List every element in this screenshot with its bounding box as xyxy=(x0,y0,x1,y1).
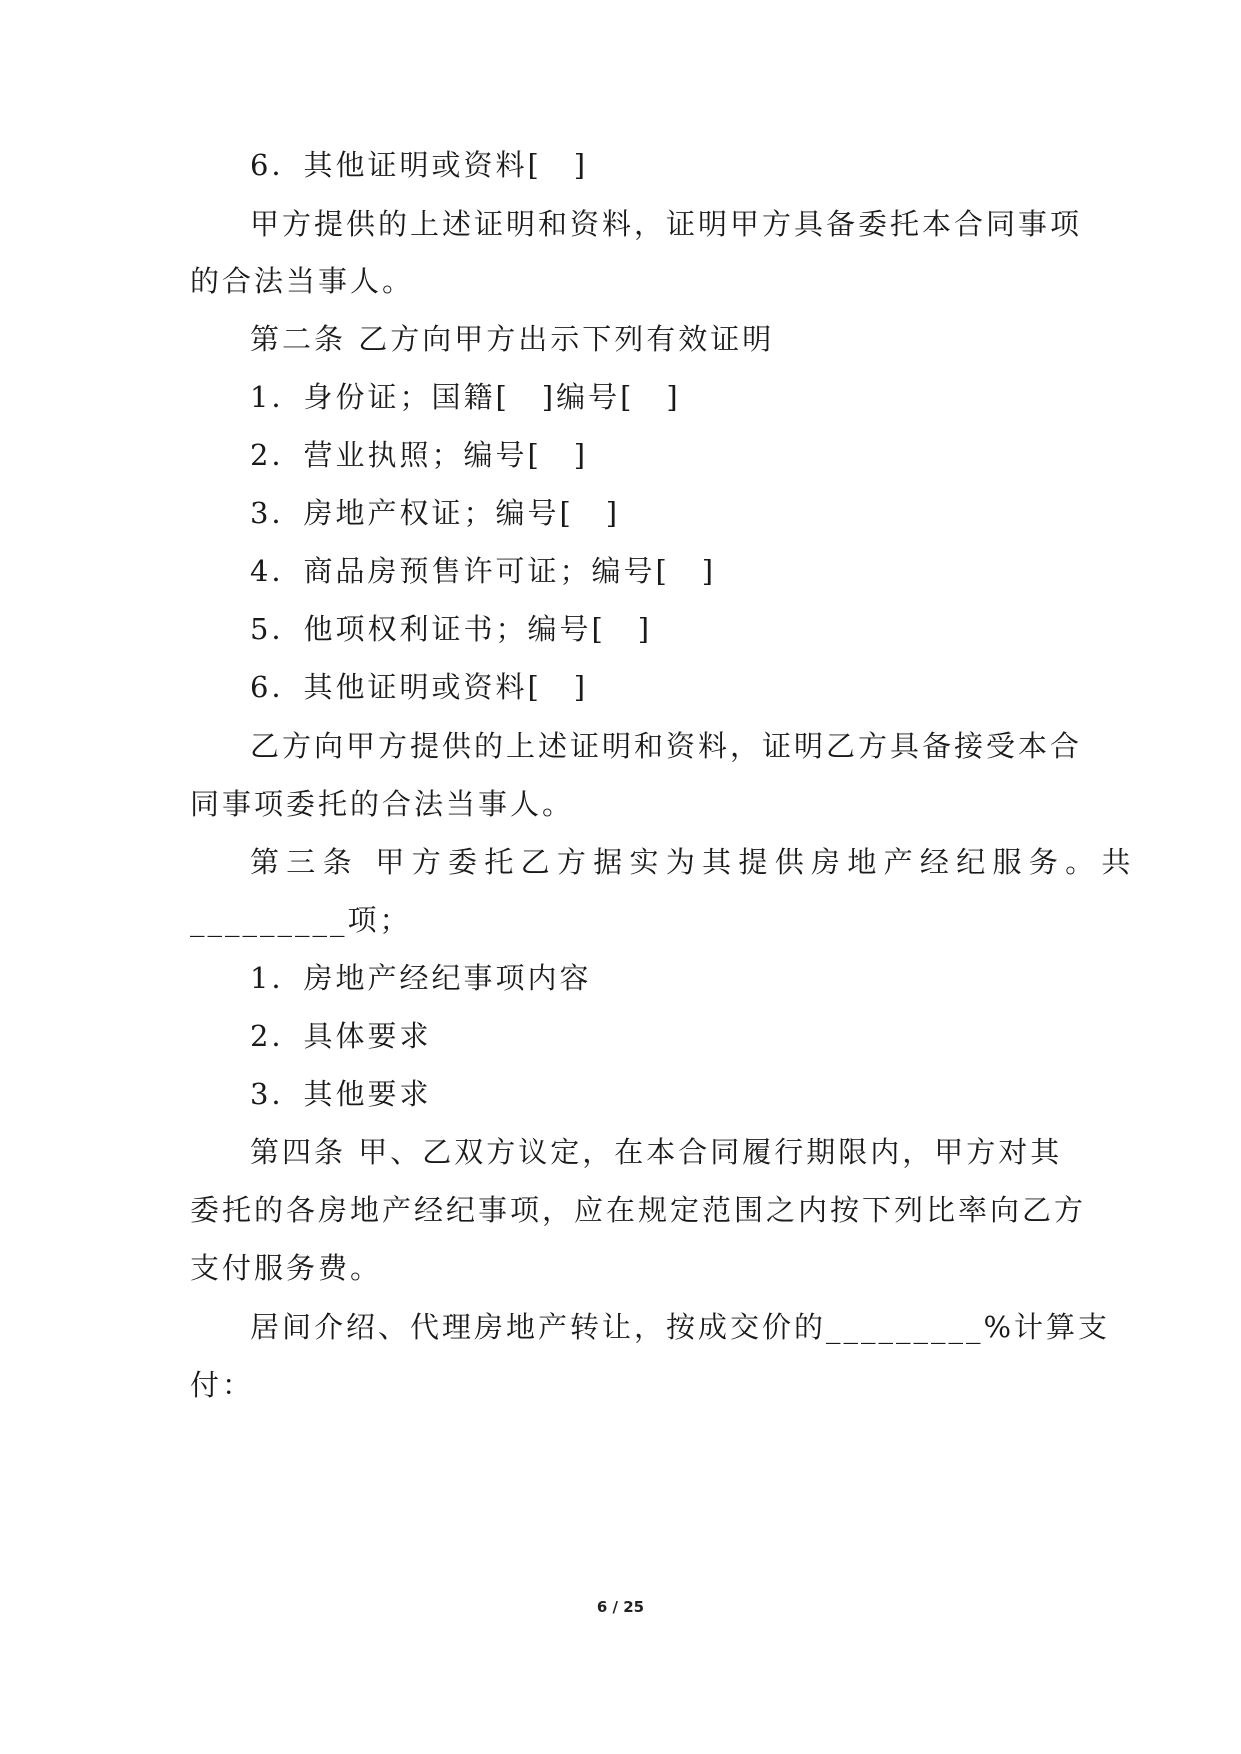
text-line: 3．其他要求 xyxy=(250,1077,432,1111)
text-line: 1．身份证；国籍[ ]编号[ ] xyxy=(250,380,681,414)
text-line: 委托的各房地产经纪事项，应在规定范围之内按下列比率向乙方 xyxy=(190,1193,1087,1227)
text-line: 3．房地产权证；编号[ ] xyxy=(250,496,621,530)
text-line: 5．他项权利证书；编号[ ] xyxy=(250,612,653,646)
text-line: 1．房地产经纪事项内容 xyxy=(250,961,592,995)
page-number: 6 / 25 xyxy=(596,1598,645,1616)
text-line: 付： xyxy=(190,1368,255,1402)
text-line: 居间介绍、代理房地产转让，按成交价的_________%计算支 xyxy=(250,1310,1111,1344)
text-line: 第三条 甲方委托乙方据实为其提供房地产经纪服务。共 xyxy=(250,845,1138,879)
text-line: 甲方提供的上述证明和资料，证明甲方具备委托本合同事项 xyxy=(250,207,1083,241)
text-line: 第二条 乙方向甲方出示下列有效证明 xyxy=(250,322,775,356)
text-line: 6．其他证明或资料[ ] xyxy=(250,148,589,182)
text-line: 的合法当事人。 xyxy=(190,264,415,298)
text-line: 第四条 甲、乙双方议定，在本合同履行期限内，甲方对其 xyxy=(250,1135,1063,1169)
text-line: 乙方向甲方提供的上述证明和资料，证明乙方具备接受本合 xyxy=(250,729,1083,763)
text-line: 同事项委托的合法当事人。 xyxy=(190,787,575,821)
text-line: 2．营业执照；编号[ ] xyxy=(250,438,589,472)
text-line: 支付服务费。 xyxy=(190,1251,383,1285)
text-line: 4．商品房预售许可证；编号[ ] xyxy=(250,554,717,588)
text-line: _________项； xyxy=(190,903,412,937)
text-line: 2．具体要求 xyxy=(250,1019,432,1053)
text-line: 6．其他证明或资料[ ] xyxy=(250,670,589,704)
